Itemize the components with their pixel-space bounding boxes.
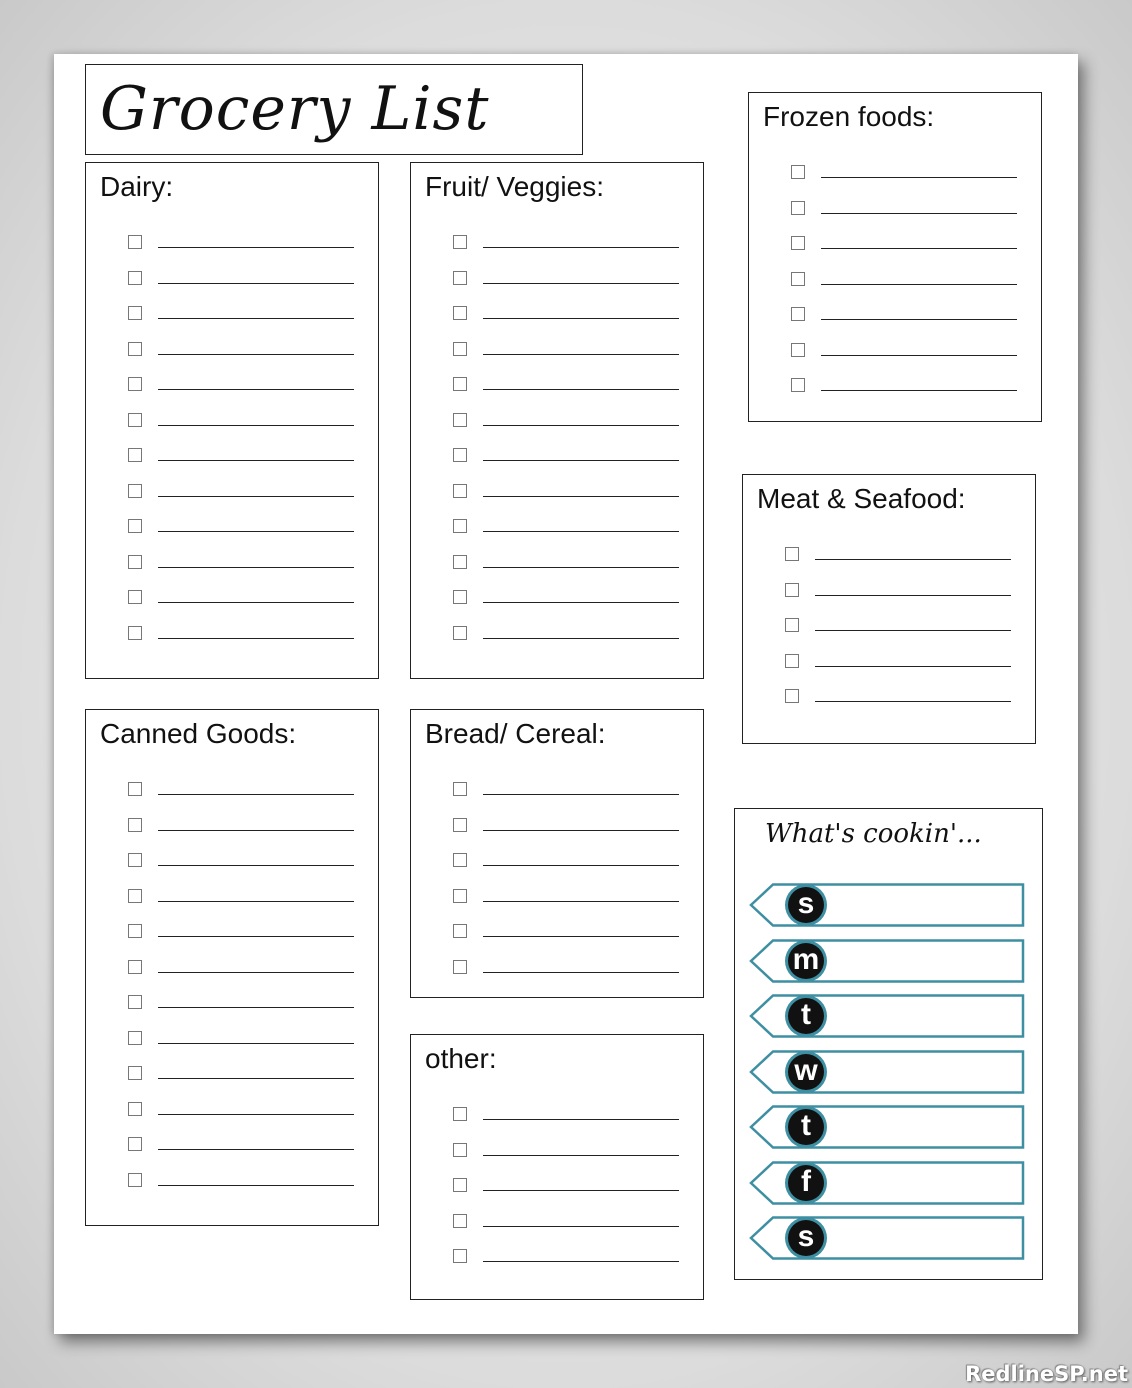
list-item [453,782,683,808]
list-item [128,271,358,297]
write-in-line[interactable] [158,1114,354,1115]
write-in-line[interactable] [158,283,354,284]
checkbox[interactable] [791,236,805,250]
list-item [453,377,683,403]
write-in-line[interactable] [483,794,679,795]
write-in-line[interactable] [821,319,1017,320]
list-item [128,519,358,545]
checkbox[interactable] [128,1102,142,1116]
checkbox[interactable] [453,1249,467,1263]
checkbox[interactable] [128,782,142,796]
checkbox[interactable] [785,689,799,703]
checkbox[interactable] [453,1143,467,1157]
checkbox[interactable] [128,413,142,427]
day-letter: t [801,998,811,1031]
day-letter: w [794,1053,818,1087]
checkbox[interactable] [128,853,142,867]
checkbox[interactable] [785,654,799,668]
checkbox[interactable] [791,201,805,215]
checkbox[interactable] [128,484,142,498]
write-in-line[interactable] [483,283,679,284]
day-tag[interactable] [749,939,1025,983]
write-in-line[interactable] [483,901,679,902]
checkbox[interactable] [128,519,142,533]
write-in-line[interactable] [158,318,354,319]
list-item [128,1102,358,1128]
checkbox[interactable] [128,306,142,320]
checkbox[interactable] [453,448,467,462]
day-tag[interactable] [749,1216,1025,1260]
list-item [128,1173,358,1199]
checkbox[interactable] [453,413,467,427]
list-item [453,519,683,545]
dairy-heading: Dairy: [100,171,174,202]
list-item [785,618,1015,644]
checkbox[interactable] [791,343,805,357]
write-in-line[interactable] [821,284,1017,285]
list-item [128,818,358,844]
write-in-line[interactable] [483,865,679,866]
checkbox[interactable] [128,889,142,903]
list-item [453,889,683,915]
checkbox[interactable] [453,555,467,569]
meat-seafood-section [742,474,1036,744]
canned-goods-heading: Canned Goods: [100,718,297,749]
list-item [791,236,1021,262]
list-item [128,626,358,652]
day-tag[interactable] [749,1161,1025,1205]
checkbox[interactable] [791,378,805,392]
list-item [791,343,1021,369]
write-in-line[interactable] [158,425,354,426]
write-in-line[interactable] [158,567,354,568]
day-tag[interactable] [749,1050,1025,1094]
checkbox[interactable] [128,960,142,974]
day-letter: m [792,942,820,976]
write-in-line[interactable] [483,830,679,831]
list-item [128,1031,358,1057]
checkbox[interactable] [128,342,142,356]
page-title: Grocery List [100,74,490,144]
checkbox[interactable] [128,590,142,604]
list-item [128,555,358,581]
write-in-line[interactable] [483,638,679,639]
list-item [453,271,683,297]
write-in-line[interactable] [483,531,679,532]
list-item [128,590,358,616]
list-item [453,413,683,439]
checkbox[interactable] [453,484,467,498]
checkbox[interactable] [128,1173,142,1187]
write-in-line[interactable] [158,901,354,902]
dairy-section [85,162,379,679]
write-in-line[interactable] [158,1185,354,1186]
write-in-line[interactable] [483,354,679,355]
write-in-line[interactable] [158,389,354,390]
write-in-line[interactable] [158,1007,354,1008]
list-item [128,924,358,950]
write-in-line[interactable] [815,666,1011,667]
list-item [791,307,1021,333]
list-item [453,853,683,879]
checkbox[interactable] [785,547,799,561]
day-letter: t [801,1109,811,1142]
title-box [85,64,583,155]
write-in-line[interactable] [483,1261,679,1262]
write-in-line[interactable] [483,460,679,461]
list-item [128,1066,358,1092]
list-item [128,306,358,332]
write-in-line[interactable] [158,354,354,355]
bread-cereal-section [410,709,704,998]
list-item [453,448,683,474]
checkbox[interactable] [453,235,467,249]
list-item [128,484,358,510]
list-item [128,889,358,915]
bread-cereal-heading: Bread/ Cereal: [425,718,606,749]
checkbox[interactable] [453,818,467,832]
day-letter: f [801,1164,811,1198]
checkbox[interactable] [453,377,467,391]
checkbox[interactable] [128,555,142,569]
list-item [453,342,683,368]
write-in-line[interactable] [158,496,354,497]
checkbox[interactable] [791,307,805,321]
checkbox[interactable] [128,818,142,832]
write-in-line[interactable] [821,355,1017,356]
checkbox[interactable] [128,995,142,1009]
checkbox[interactable] [128,1137,142,1151]
checkbox[interactable] [453,271,467,285]
write-in-line[interactable] [821,390,1017,391]
grocery-sheet [54,54,1078,1334]
frozen-foods-heading: Frozen foods: [763,101,935,132]
checkbox[interactable] [785,583,799,597]
list-item [128,782,358,808]
write-in-line[interactable] [815,701,1011,702]
day-tag[interactable] [749,1105,1025,1149]
list-item [128,1137,358,1163]
checkbox[interactable] [791,165,805,179]
list-item [785,547,1015,573]
list-item [785,654,1015,680]
write-in-line[interactable] [483,972,679,973]
write-in-line[interactable] [483,425,679,426]
list-item [785,583,1015,609]
list-item [785,689,1015,715]
write-in-line[interactable] [483,567,679,568]
checkbox[interactable] [453,782,467,796]
list-item [453,924,683,950]
write-in-line[interactable] [483,1155,679,1156]
day-tag[interactable] [749,994,1025,1038]
list-item [453,555,683,581]
list-item [453,590,683,616]
list-item [453,626,683,652]
checkbox[interactable] [453,960,467,974]
write-in-line[interactable] [158,794,354,795]
checkbox[interactable] [128,377,142,391]
write-in-line[interactable] [158,1149,354,1150]
checkbox[interactable] [453,889,467,903]
checkbox[interactable] [453,1214,467,1228]
checkbox[interactable] [453,1178,467,1192]
checkbox[interactable] [128,1066,142,1080]
list-item [453,484,683,510]
other-section [410,1034,704,1300]
checkbox[interactable] [453,519,467,533]
checkbox[interactable] [128,271,142,285]
checkbox[interactable] [453,626,467,640]
write-in-line[interactable] [158,972,354,973]
canned-goods-section [85,709,379,1226]
write-in-line[interactable] [821,248,1017,249]
write-in-line[interactable] [158,865,354,866]
list-item [128,960,358,986]
write-in-line[interactable] [158,1043,354,1044]
list-item [453,235,683,261]
write-in-line[interactable] [821,213,1017,214]
checkbox[interactable] [785,618,799,632]
list-item [128,448,358,474]
checkbox[interactable] [453,590,467,604]
write-in-line[interactable] [483,247,679,248]
write-in-line[interactable] [158,830,354,831]
checkbox[interactable] [128,235,142,249]
list-item [128,235,358,261]
list-item [453,1178,683,1204]
list-item [128,377,358,403]
write-in-line[interactable] [158,531,354,532]
list-item [791,201,1021,227]
list-item [453,1143,683,1169]
checkbox[interactable] [453,853,467,867]
day-letter: s [797,887,815,920]
list-item [791,272,1021,298]
list-item [453,306,683,332]
other-heading: other: [425,1043,497,1074]
list-item [128,342,358,368]
day-tag[interactable] [749,883,1025,927]
checkbox[interactable] [791,272,805,286]
checkbox[interactable] [453,924,467,938]
write-in-line[interactable] [158,1078,354,1079]
watermark: RedlineSP.net [965,1362,1128,1386]
write-in-line[interactable] [483,602,679,603]
write-in-line[interactable] [815,595,1011,596]
write-in-line[interactable] [158,460,354,461]
checkbox[interactable] [128,448,142,462]
list-item [791,165,1021,191]
meat-seafood-heading: Meat & Seafood: [757,483,966,514]
checkbox[interactable] [453,1107,467,1121]
write-in-line[interactable] [483,318,679,319]
list-item [453,1214,683,1240]
write-in-line[interactable] [483,1226,679,1227]
write-in-line[interactable] [815,630,1011,631]
write-in-line[interactable] [483,1190,679,1191]
list-item [128,413,358,439]
write-in-line[interactable] [483,1119,679,1120]
checkbox[interactable] [128,1031,142,1045]
write-in-line[interactable] [158,247,354,248]
list-item [128,995,358,1021]
list-item [453,1107,683,1133]
day-letter: s [797,1220,815,1253]
write-in-line[interactable] [821,177,1017,178]
write-in-line[interactable] [158,602,354,603]
frozen-foods-section [748,92,1042,422]
write-in-line[interactable] [483,936,679,937]
checkbox[interactable] [453,306,467,320]
write-in-line[interactable] [158,638,354,639]
fruit-veggies-heading: Fruit/ Veggies: [425,171,604,202]
list-item [453,960,683,986]
whats-cookin-heading: What's cookin'... [765,819,982,849]
list-item [128,853,358,879]
checkbox[interactable] [128,924,142,938]
fruit-veggies-section [410,162,704,679]
write-in-line[interactable] [815,559,1011,560]
write-in-line[interactable] [158,936,354,937]
write-in-line[interactable] [483,389,679,390]
checkbox[interactable] [453,342,467,356]
list-item [453,818,683,844]
list-item [453,1249,683,1275]
list-item [791,378,1021,404]
whats-cookin-section [734,808,1043,1280]
checkbox[interactable] [128,626,142,640]
write-in-line[interactable] [483,496,679,497]
